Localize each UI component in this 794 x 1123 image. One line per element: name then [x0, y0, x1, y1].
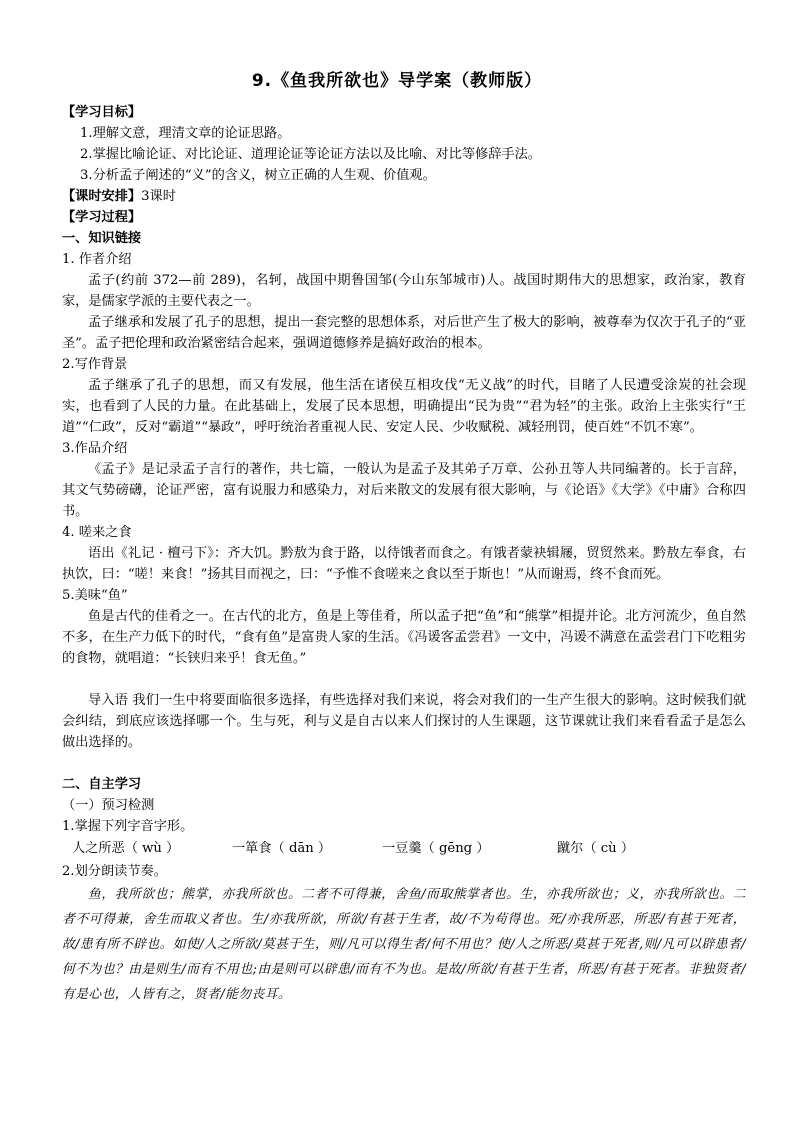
author-paragraph-1: 孟子(约前 372—前 289)，名轲，战国中期鲁国邹(今山东邹城市)人。战国时期伟大的思想家，政治家，教育家，是儒家学派的主要代表之一。 — [62, 273, 746, 309]
goal-item: 3.分析孟子阐述的“义”的含义，树立正确的人生观、价值观。 — [80, 168, 436, 183]
intro-paragraph: 导入语 我们一生中将要面临很多选择，有些选择对我们来说，将会对我们的一生产生很大的影响。这时候我们就会纠结，到底应该选择哪一个。生与死，利与义是自古以来人们探讨的人生课题，这节课就让我们来看看孟子是怎么做出选择的。 — [62, 693, 746, 750]
reading-passage: 鱼，我所欲也；熊掌，亦我所欲也。二者不可得兼，舍鱼/而取熊掌者也。生，亦我所欲也；义，亦我所欲也。二者不可得兼，舍生而取义者也。生/亦我所欲，所欲/有甚于生者，故/不为苟得也。死/亦我所恶，所恶/有甚于死者，故/患有所不辟也。如使/人之所欲/莫甚于生，则/凡可以得生者/何不用也？使/人之所恶/莫甚于死者,则/凡可以辟患者/何不为也？由是则生/而有不用也;由是则可以辟患/而有不为也。是故/所欲/有甚于生者，所恶/有甚于死者。非独贤者/有是心也，人皆有之，贤者/能勿丧耳。 — [62, 887, 746, 1002]
spacer — [62, 669, 746, 690]
pinyin-row — [62, 837, 746, 861]
fish-paragraph: 鱼是古代的佳肴之一。在古代的北方，鱼是上等佳肴，所以孟子把“鱼”和“熊掌”相提并论。北方河流少，鱼自然不多，在生产力低下的时代，“食有鱼”是富贵人家的生活。《冯谖客孟尝君》一文中，冯谖不满意在孟尝君门下吃粗劣的食物，就唱道：“长铗归来乎！食无鱼。” — [62, 609, 746, 666]
goals-heading: 【学习目标】 — [62, 105, 142, 120]
preview-heading: （一）预习检测 — [62, 798, 155, 813]
process-heading: 【学习过程】 — [62, 210, 142, 225]
background-heading: 2.写作背景 — [62, 357, 128, 372]
author-heading: 1. 作者介绍 — [62, 252, 132, 267]
schedule-value: 3课时 — [141, 189, 176, 204]
spacer — [62, 753, 746, 774]
question-2: 2.划分朗读节奏。 — [62, 864, 167, 879]
pinyin-item: 一箪食（ dān ） — [232, 841, 332, 856]
background-paragraph: 孟子继承了孔子的思想，而又有发展，他生活在诸侯互相攻伐“无义战”的时代，目睹了人民遭受涂炭的社会现实，也看到了人民的力量。在此基础上，发展了民本思想，明确提出“民为贵”“君为轻”的主张。政治上主张实行“王道”“仁政”，反对“霸道”“暴政”，呼吁统治者重视人民、安定人民、少收赋税、减轻刑罚，使百姓“不饥不寒”。 — [62, 378, 746, 435]
document-title: 9.《鱼我所欲也》导学案（教师版） — [251, 71, 543, 91]
section1-heading: 一、知识链接 — [62, 231, 142, 246]
section2-heading: 二、自主学习 — [62, 777, 142, 792]
goal-item: 1.理解文意，理清文章的论证思路。 — [80, 126, 291, 141]
work-paragraph: 《孟子》是记录孟子言行的著作，共七篇，一般认为是孟子及其弟子万章、公孙丑等人共同编著的。长于言辞，其文气势磅礴，论证严密，富有说服力和感染力，对后来散文的发展有很大影响，与《论语》《大学》《中庸》合称四书。 — [62, 462, 746, 519]
jielai-paragraph: 语出《礼记 · 檀弓下》：齐大饥。黔敖为食于路，以待饿者而食之。有饿者蒙袂辑屦，贸贸然来。黔敖左奉食，右执饮，曰：“嗟！来食！”扬其目而视之，曰：“予惟不食嗟来之食以至于斯也！”从而谢焉，终不食而死。 — [62, 546, 746, 582]
question-1: 1.掌握下列字音字形。 — [62, 819, 194, 834]
document-body — [62, 102, 746, 1007]
schedule-label: 【课时安排】 — [62, 189, 142, 204]
goal-item: 2.掌握比喻论证、对比论证、道理论证等论证方法以及比喻、对比等修辞手法。 — [80, 147, 541, 162]
schedule-row — [62, 186, 746, 207]
pinyin-item: 人之所恶（ wù ） — [72, 841, 180, 856]
jielai-heading: 4. 嗟来之食 — [62, 525, 132, 540]
work-heading: 3.作品介绍 — [62, 441, 128, 456]
fish-heading: 5.美味“鱼” — [62, 588, 128, 603]
pinyin-item: 一豆羹（ gēng ） — [382, 841, 490, 856]
pinyin-item: 蹴尔（ cù ） — [557, 841, 635, 856]
author-paragraph-2: 孟子继承和发展了孔子的思想，提出一套完整的思想体系，对后世产生了极大的影响，被尊奉为仅次于孔子的“亚圣”。孟子把伦理和政治紧密结合起来，强调道德修养是搞好政治的根本。 — [62, 315, 746, 351]
